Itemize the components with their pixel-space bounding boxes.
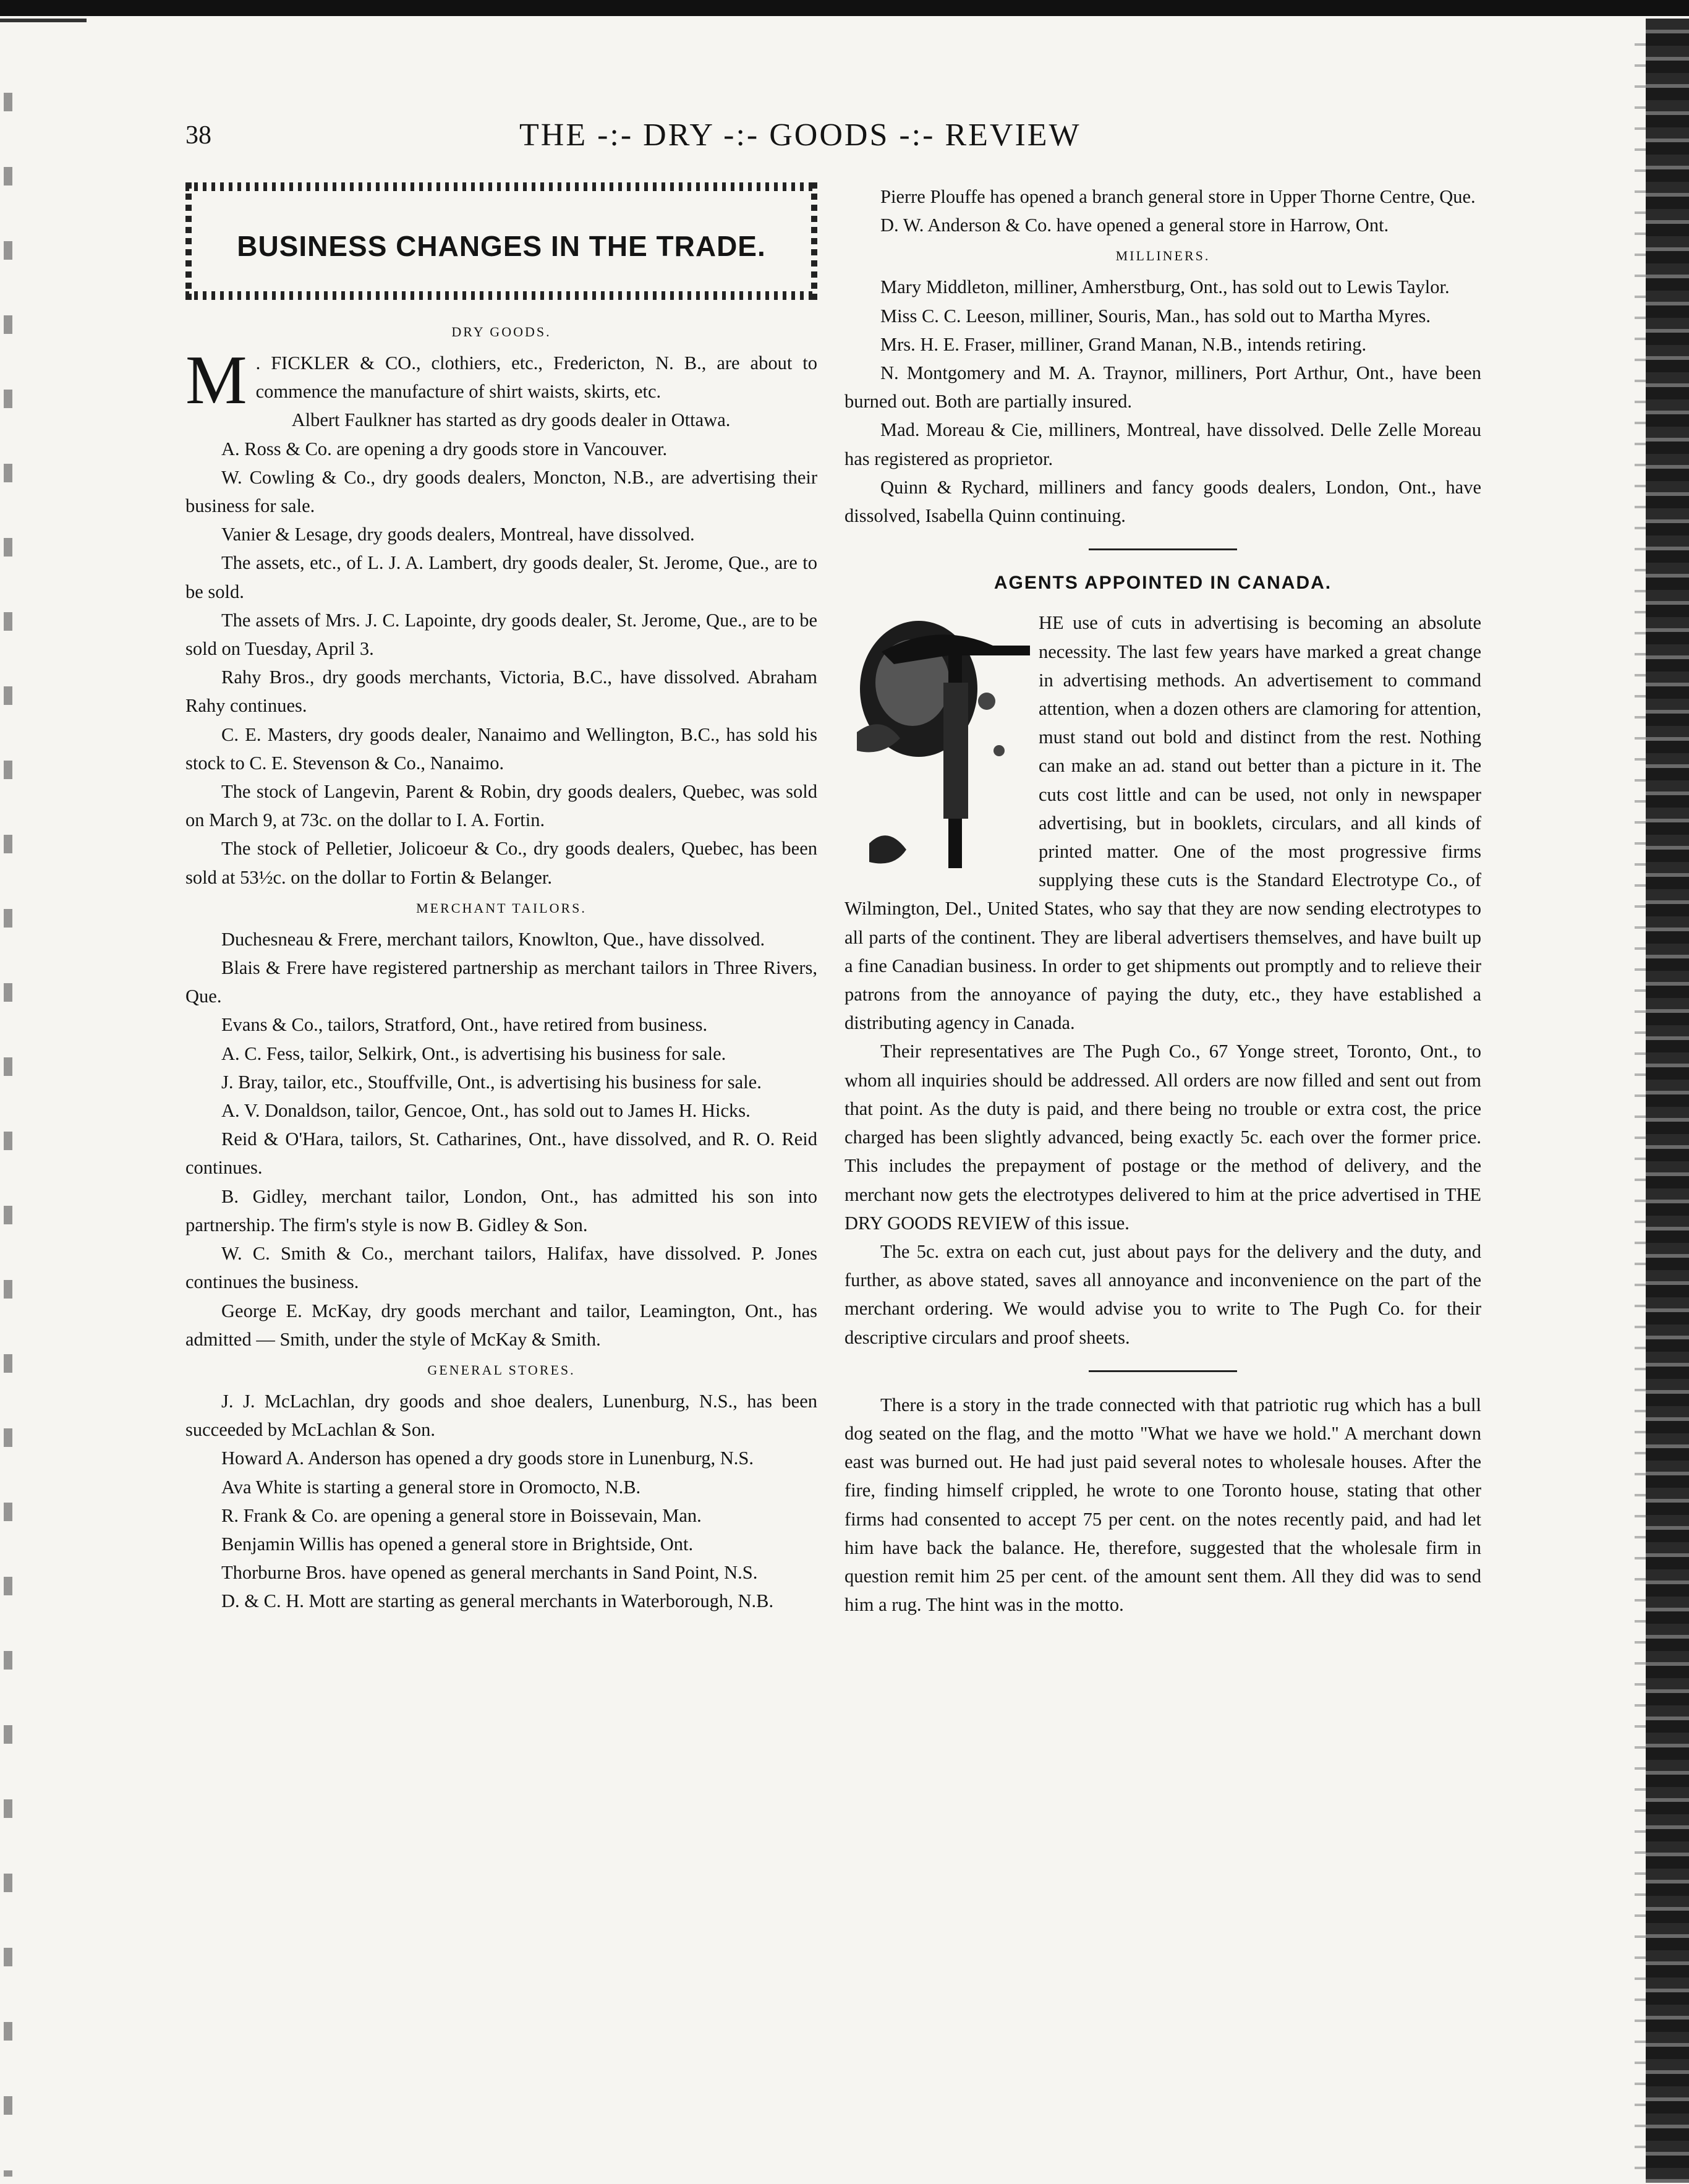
left-column (185, 315, 817, 1616)
article-paragraph: Their representatives are The Pugh Co., 67 Yonge street, Toronto, Ont., to whom all inquiries should be addressed. All orders are now filled and sent out from that point. As the duty is paid, and there being no trouble or extra cost, the price charged has been slightly advanced, being exactly 5c. each over the former price. This includes the prepayment of postage or the method of delivery, and the merchant now gets the electrotypes delivered to him at the price advertised in THE DRY GOODS REVIEW of this issue. (845, 1041, 1481, 1234)
section-heading-milliners: MILLINERS. (1115, 248, 1210, 264)
scan-right-edge-shadow (1635, 25, 1646, 2177)
article-paragraph: Mary Middleton, milliner, Amherstburg, Ont., has sold out to Lewis Taylor. (880, 276, 1450, 298)
section-heading-dry-goods: DRY GOODS. (451, 324, 551, 339)
article-paragraph: Duchesneau & Frere, merchant tailors, Knowlton, Que., have dissolved. (221, 928, 765, 950)
article-paragraph: A. V. Donaldson, tailor, Gencoe, Ont., has sold out to James H. Hicks. (221, 1100, 751, 1122)
section-divider (1089, 1370, 1237, 1372)
box-border-top (185, 182, 817, 191)
article-paragraph: Howard A. Anderson has opened a dry goods store in Lunenburg, N.S. (221, 1448, 754, 1469)
article-paragraph: N. Montgomery and M. A. Traynor, milliners, Port Arthur, Ont., have been burned out. Both are partially insured. (845, 362, 1481, 412)
article-paragraph: Mrs. H. E. Fraser, milliner, Grand Manan, N.B., intends retiring. (880, 333, 1367, 355)
box-border-bottom (185, 291, 817, 300)
article-paragraph: Pierre Plouffe has opened a branch general store in Upper Thorne Centre, Que. (880, 186, 1476, 207)
article-paragraph: Thorburne Bros. have opened as general merchants in Sand Point, N.S. (221, 1562, 758, 1584)
article-paragraph: W. Cowling & Co., dry goods dealers, Moncton, N.B., are advertising their business for sale. (185, 466, 817, 517)
article-heading-agents: AGENTS APPOINTED IN CANADA. (993, 573, 1332, 594)
scan-top-bar (0, 0, 1689, 16)
article-paragraph: A. Ross & Co. are opening a dry goods store in Vancouver. (221, 438, 668, 459)
section-divider (1089, 548, 1237, 550)
article-paragraph (185, 342, 817, 419)
article-paragraph: Rahy Bros., dry goods merchants, Victoria, B.C., have dissolved. Abraham Rahy continues. (185, 667, 817, 717)
article-paragraph: J. Bray, tailor, etc., Stouffville, Ont., is advertising his business for sale. (221, 1071, 762, 1093)
article-paragraph: J. J. McLachlan, dry goods and shoe dealers, Lunenburg, N.S., has been succeeded by McLachlan & Son. (185, 1390, 817, 1441)
scan-right-edge (1646, 19, 1689, 2183)
article-paragraph: The 5c. extra on each cut, just about pays for the delivery and the duty, and further, as above stated, saves all annoyance and inconvenience on the part of the merchant ordering. We would advise you to write to The Pugh Co. for their descriptive circulars and proof sheets. (845, 1240, 1481, 1348)
right-column (845, 182, 1481, 1619)
article-paragraph: George E. McKay, dry goods merchant and tailor, Leamington, Ont., has admitted — Smith, under the style of McKay & Smith. (185, 1300, 817, 1350)
article-paragraph: C. E. Masters, dry goods dealer, Nanaimo and Wellington, B.C., has sold his stock to C. E. Stevenson & Co., Nanaimo. (185, 723, 817, 774)
article-paragraph: R. Frank & Co. are opening a general store in Boissevain, Man. (221, 1504, 702, 1526)
decorative-initial-t-icon (845, 608, 1030, 874)
page-number: 38 (185, 121, 211, 150)
section-heading-merchant-tailors: MERCHANT TAILORS. (416, 900, 587, 916)
article-paragraph: The stock of Langevin, Parent & Robin, dry goods dealers, Quebec, was sold on March 9, at 73c. on the dollar to I. A. Fortin. (185, 781, 817, 831)
section-title-box (185, 182, 817, 300)
article-paragraph: Quinn & Rychard, milliners and fancy goods dealers, London, Ont., have dissolved, Isabella Quinn continuing. (845, 476, 1481, 527)
paragraph-text: . FICKLER & CO., clothiers, etc., Fredericton, N. B., are about to commence the manufacture of shirt waists, skirts, etc. (255, 352, 817, 403)
article-paragraph: Miss C. C. Leeson, milliner, Souris, Man., has sold out to Martha Myres. (880, 305, 1431, 326)
article-paragraph: Evans & Co., tailors, Stratford, Ont., have retired from business. (221, 1014, 708, 1036)
article-paragraph: D. & C. H. Mott are starting as general merchants in Waterborough, N.B. (221, 1590, 774, 1612)
scan-top-mark (0, 19, 87, 22)
article-paragraph: Mad. Moreau & Cie, milliners, Montreal, have dissolved. Delle Zelle Moreau has registered as proprietor. (845, 419, 1481, 469)
article-paragraph: Albert Faulkner has started as dry goods dealer in Ottawa. (291, 409, 731, 431)
running-title: THE -:- DRY -:- GOODS -:- REVIEW (519, 117, 1081, 153)
article-paragraph: Benjamin Willis has opened a general store in Brightside, Ont. (221, 1533, 694, 1555)
box-title: BUSINESS CHANGES IN THE TRADE. (237, 230, 766, 262)
drop-cap: M (185, 342, 247, 419)
article-paragraph: The assets of Mrs. J. C. Lapointe, dry goods dealer, St. Jerome, Que., are to be sold on Tuesday, April 3. (185, 609, 817, 660)
article-paragraph: Vanier & Lesage, dry goods dealers, Montreal, have dissolved. (221, 524, 695, 545)
article-paragraph: A. C. Fess, tailor, Selkirk, Ont., is advertising his business for sale. (221, 1043, 726, 1064)
paragraph-text: HE use of cuts in advertising is becoming an absolute necessity. The last few years have marked a great change in advertising methods. An advertisement to command attention, when a dozen others are clamoring for attention, must stand out bold and distinct from the rest. Nothing can make an ad. stand out better than a picture in it. The cuts cost little and can be used, not only in newspaper advertising, but in booklets, circulars, and all kinds of printed matter. One of the most progressive firms supplying these cuts is the Standard Electrotype Co., of Wilmington, Del., United States, who say that they are now sending electrotypes to all parts of the continent. They are liberal advertisers themselves, and have built up a fine Canadian business. In order to get shipments out promptly and to relieve their patrons from the annoyance of paying the duty, etc., they have established a distributing agency in Canada. (845, 612, 1481, 1034)
scan-left-marks (4, 37, 12, 2177)
article-paragraph: D. W. Anderson & Co. have opened a general store in Harrow, Ont. (880, 215, 1389, 236)
article-paragraph (845, 608, 1481, 1037)
article-paragraph: Reid & O'Hara, tailors, St. Catharines, Ont., have dissolved, and R. O. Reid continues. (185, 1128, 817, 1179)
article-paragraph: Blais & Frere have registered partnership as merchant tailors in Three Rivers, Que. (185, 957, 817, 1007)
article-paragraph: B. Gidley, merchant tailor, London, Ont., has admitted his son into partnership. The firm's style is now B. Gidley & Son. (185, 1185, 817, 1235)
article-paragraph: The assets, etc., of L. J. A. Lambert, dry goods dealer, St. Jerome, Que., are to be sold. (185, 552, 817, 602)
article-paragraph: The stock of Pelletier, Jolicoeur & Co., dry goods dealers, Quebec, has been sold at 53½c. on the dollar to Fortin & Belanger. (185, 838, 817, 888)
article-paragraph: There is a story in the trade connected with that patriotic rug which has a bull dog seated on the flag, and the motto "What we have we hold." A merchant down east was burned out. He had just paid several notes to wholesale houses. After the fire, finding himself crippled, he wrote to one Toronto house, stating that other firms had consented to accept 75 per cent. on the notes recently paid, and had let him have back the balance. He, therefore, suggested that the wholesale firm in question remit him 25 per cent. of the amount sent them. All they did was to send him a rug. The hint was in the motto. (845, 1394, 1481, 1616)
article-paragraph: Ava White is starting a general store in Oromocto, N.B. (221, 1476, 641, 1498)
article-paragraph: W. C. Smith & Co., merchant tailors, Halifax, have dissolved. P. Jones continues the business. (185, 1243, 817, 1293)
section-heading-general-stores: GENERAL STORES. (427, 1362, 576, 1378)
page-header (185, 117, 1138, 158)
